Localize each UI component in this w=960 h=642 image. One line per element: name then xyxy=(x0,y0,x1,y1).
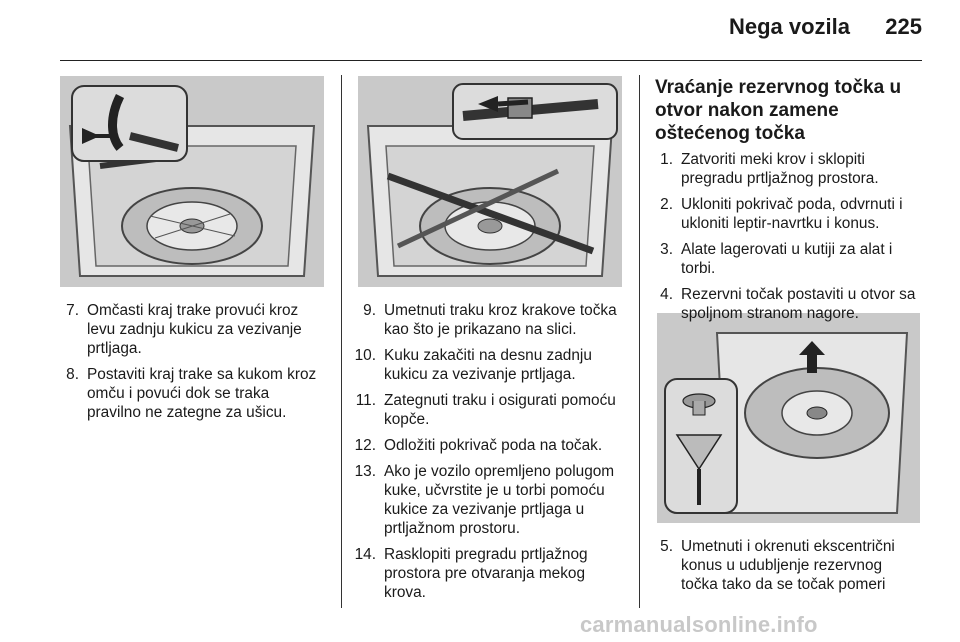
page-number: 225 xyxy=(885,14,922,39)
column2-step-list xyxy=(354,301,628,609)
list-item xyxy=(354,462,628,538)
step-text: Kuku zakačiti na desnu zadnju kukicu za vezivanje prtljaga. xyxy=(384,347,592,383)
step-text: Rezervni točak postaviti u otvor sa spoljnom stranom nagore. xyxy=(681,286,916,322)
section-heading: Vraćanje rezervnog točka u otvor nakon zamene oštećenog točka xyxy=(655,77,902,144)
step-number: 11. xyxy=(355,392,376,409)
step-text: Rasklopiti pregradu prtljažnog prostora pre otvaranja mekog krova. xyxy=(384,546,588,601)
step-text: Umetnuti traku kroz krakove točka kao što je prikazano na slici. xyxy=(384,302,617,338)
step-number: 2. xyxy=(660,196,673,213)
step-number: 10. xyxy=(354,347,376,364)
step-text: Omčasti kraj trake provući kroz levu zadnju kukicu za vezivanje prtljaga. xyxy=(87,302,302,357)
column-divider-1 xyxy=(341,75,342,608)
list-item xyxy=(354,545,628,602)
step-number: 8. xyxy=(66,366,79,383)
figure-spare-wheel-cone-illustration xyxy=(657,313,920,523)
step-text: Zatvoriti meki krov i sklopiti pregradu prtljažnog prostora. xyxy=(681,151,879,187)
column3-step-list-continued xyxy=(660,537,921,601)
header-rule xyxy=(60,60,922,61)
list-item xyxy=(354,436,628,455)
step-number: 1. xyxy=(660,151,673,168)
step-text: Odložiti pokrivač poda na točak. xyxy=(384,437,603,454)
figure-strap-spokes-drawing xyxy=(358,76,622,287)
figure-strap-loop-drawing xyxy=(60,76,324,287)
header-title: Nega vozila xyxy=(728,14,850,39)
step-number: 12. xyxy=(354,437,376,454)
list-item xyxy=(660,195,923,233)
list-item xyxy=(355,391,628,429)
list-item xyxy=(66,301,327,358)
list-item xyxy=(660,285,923,323)
column1-step-list xyxy=(66,301,327,429)
watermark: carmanualsonline.info xyxy=(580,612,818,637)
step-number: 13. xyxy=(354,463,376,480)
list-item xyxy=(354,346,628,384)
step-text: Ukloniti pokrivač poda, odvrnuti i ukloniti leptir-navrtku i konus. xyxy=(681,196,903,232)
step-number: 14. xyxy=(354,546,376,563)
list-item xyxy=(660,537,921,594)
list-item xyxy=(660,240,923,278)
list-item xyxy=(66,365,327,422)
figure-spare-wheel-drawing xyxy=(657,313,920,523)
step-number: 9. xyxy=(363,302,376,319)
step-number: 3. xyxy=(660,241,673,258)
step-text: Zategnuti traku i osigurati pomoću kopče. xyxy=(384,392,616,428)
step-text: Ako je vozilo opremljeno polugom kuke, učvrstite je u torbi pomoću kukice za vezivanje prtljaga u prtljažnom prostoru. xyxy=(384,463,615,537)
figure-strap-loop-illustration xyxy=(60,76,324,287)
step-text: Postaviti kraj trake sa kukom kroz omču i povući dok se traka pravilno ne zategne za ušicu. xyxy=(87,366,317,421)
column-divider-2 xyxy=(639,75,640,608)
step-number: 5. xyxy=(660,538,673,555)
list-item xyxy=(363,301,628,339)
figure-strap-through-spokes-illustration xyxy=(358,76,622,287)
column3-step-list xyxy=(660,150,923,330)
step-text: Umetnuti i okrenuti ekscentrični konus u udubljenje rezervnog točka tako da se točak pomeri xyxy=(681,538,895,593)
list-item xyxy=(660,150,923,188)
step-number: 7. xyxy=(66,302,79,319)
step-text: Alate lagerovati u kutiji za alat i torbi. xyxy=(681,241,893,277)
step-number: 4. xyxy=(660,286,673,303)
